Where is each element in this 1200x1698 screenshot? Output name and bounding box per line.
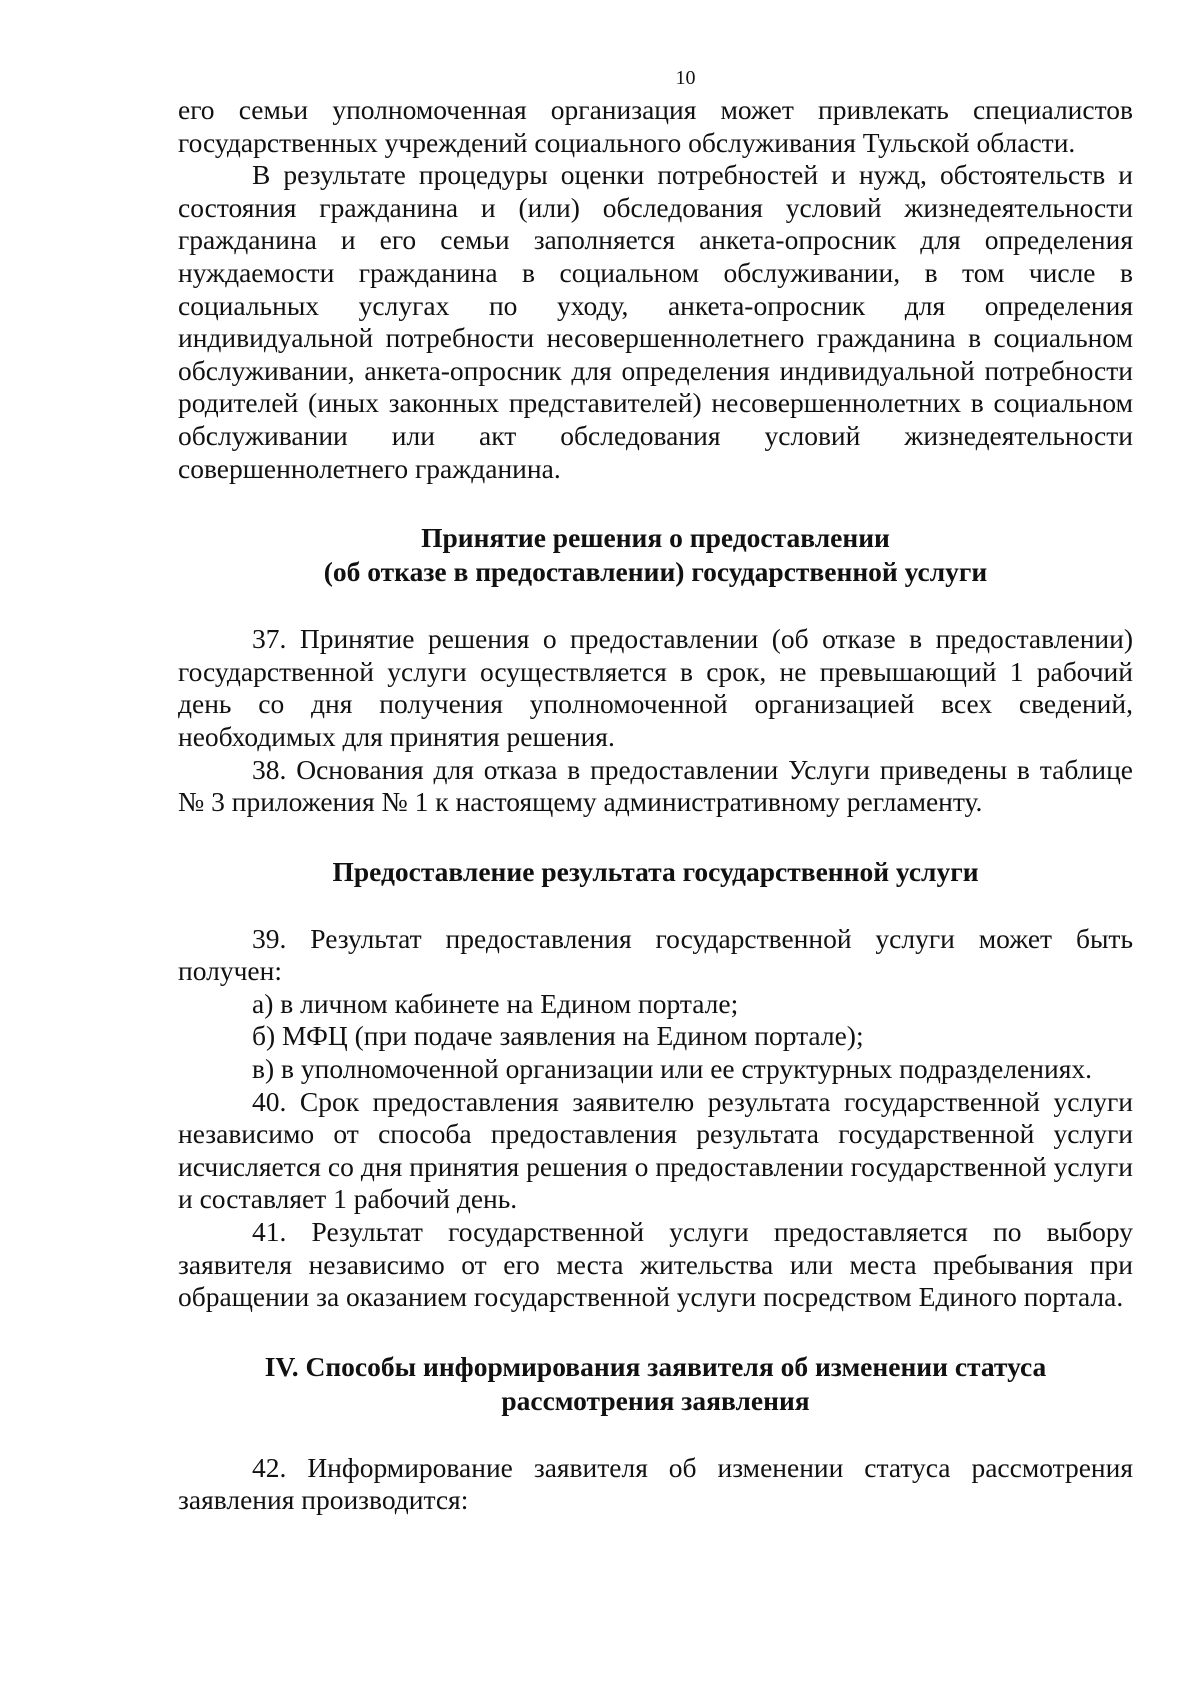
document-page	[178, 64, 1133, 1517]
paragraph-38: 38. Основания для отказа в предоставлении Услуги приведены в таблице № 3 приложения № 1 к настоящему административному регламенту.	[178, 753, 1133, 818]
list-item: а) в личном кабинете на Едином портале;	[252, 987, 739, 1019]
section-heading-decision-line1: Принятие решения о предоставлении	[421, 522, 890, 554]
section-heading-informing-line1: IV. Способы информирования заявителя об изменении статуса	[264, 1350, 1047, 1382]
paragraph-39: 39. Результат предоставления государственной услуги может быть получен:	[178, 922, 1133, 987]
section-heading-informing	[178, 1350, 1133, 1418]
paragraph-40: 40. Срок предоставления заявителю результата государственной услуги независимо от способа предоставления результата государственной услуги исчисляется со дня принятия решения о предоставлении государственной услуги и составляет 1 рабочий день.	[178, 1085, 1133, 1215]
paragraph-continuation: его семьи уполномоченная организация может привлекать специалистов государственных учреждений социального обслуживания Тульской области.	[178, 94, 1133, 158]
paragraph-37: 37. Принятие решения о предоставлении (об отказе в предоставлении) государственной услуги осуществляется в срок, не превышающий 1 рабочий день со дня получения уполномоченной организацией всех сведений, необходимых для принятия решения.	[178, 623, 1133, 752]
list-item: в) в уполномоченной организации или ее структурных подразделениях.	[252, 1053, 1092, 1085]
paragraph-41: 41. Результат государственной услуги предоставляется по выбору заявителя независимо от его места жительства или места пребывания при обращении за оказанием государственной услуги посредством Единого портала.	[178, 1216, 1133, 1313]
spacer	[178, 819, 1133, 855]
paragraph-42: 42. Информирование заявителя об изменении статуса рассмотрения заявления производится:	[178, 1451, 1133, 1516]
spacer	[178, 889, 1133, 923]
section-heading-informing-line2: рассмотрения заявления	[501, 1384, 810, 1416]
page-number: 10	[675, 67, 696, 89]
paragraph-assessment-result: В результате процедуры оценки потребностей и нужд, обстоятельств и состояния гражданина и (или) обследования условий жизнедеятельности гражданина и его семьи заполняется анкета-опросник для определения нуждаемости гражданина в социальном обслуживании, в том числе в социальных услугах по уходу, анкета-опросник для определения индивидуальной потребности несовершеннолетнего гражданина в социальном обслуживании, анкета-опросник для определения индивидуальной потребности родителей (иных законных представителей) несовершеннолетних в социальном обслуживании или акт обследования условий жизнедеятельности совершеннолетнего гражданина.	[178, 159, 1133, 484]
spacer	[178, 1418, 1133, 1452]
spacer	[178, 485, 1133, 521]
section-heading-decision	[178, 521, 1133, 589]
list-item: б) МФЦ (при подаче заявления на Едином портале);	[252, 1020, 864, 1052]
section-heading-result: Предоставление результата государственной услуги	[332, 855, 979, 887]
spacer	[178, 1314, 1133, 1350]
section-heading-decision-line2: (об отказе в предоставлении) государственной услуги	[323, 556, 988, 588]
spacer	[178, 589, 1133, 623]
result-options-list	[178, 988, 1133, 1086]
